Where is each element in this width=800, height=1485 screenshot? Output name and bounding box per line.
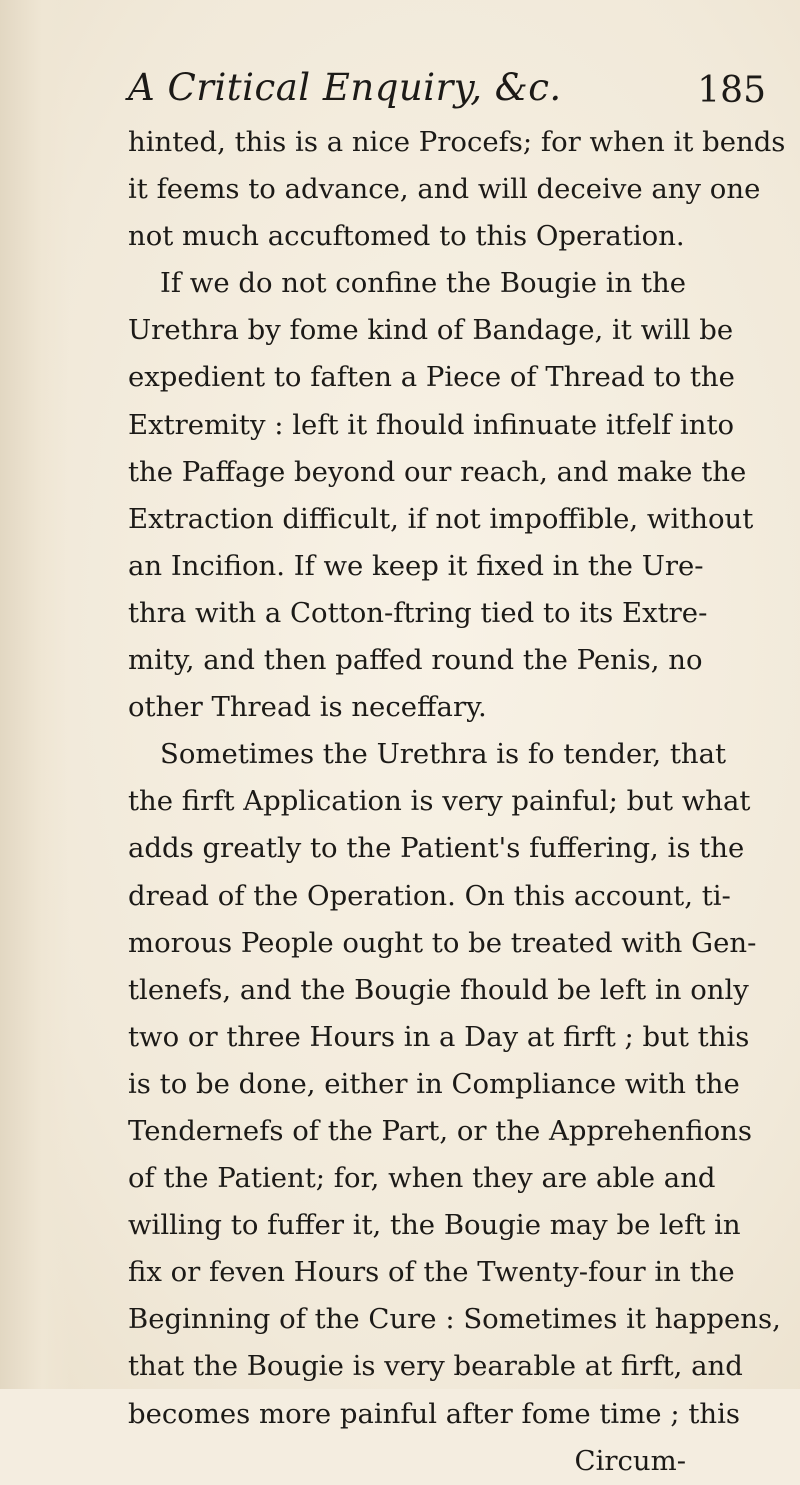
text-line: Sometimes the Urethra is fo tender, that [160, 738, 727, 771]
text-line: two or three Hours in a Day at firft ; but this [128, 1020, 750, 1053]
text-line: other Thread is neceffary. [128, 691, 487, 724]
text-line: expedient to faften a Piece of Thread to the [128, 361, 735, 394]
text-line: thra with a Cotton-ftring tied to its Extre- [128, 596, 708, 629]
text-line: it feems to advance, and will deceive any one [128, 173, 761, 206]
text-line: hinted, this is a nice Procefs; for when it bends [128, 126, 786, 158]
text-line: of the Patient; for, when they are able and [128, 1162, 716, 1195]
text-line: not much accuftomed to this Operation. [128, 220, 685, 253]
text-line: Urethra by fome kind of Bandage, it will be [128, 314, 734, 347]
text-line: Extremity : left it fhould infinuate itfelf into [128, 408, 735, 441]
text-line: tlenefs, and the Bougie fhould be left in only [128, 973, 749, 1006]
text-line: the firft Application is very painful; but what [128, 785, 751, 818]
text-line: that the Bougie is very bearable at firft, and [128, 1350, 743, 1383]
text-line: willing to fuffer it, the Bougie may be left in [128, 1209, 741, 1242]
page-gutter-shadow [0, 0, 70, 1389]
body-text [128, 119, 786, 1485]
text-line: Beginning of the Cure : Sometimes it happens, [128, 1303, 781, 1336]
text-line: an Incifion. If we keep it fixed in the Ure- [128, 549, 704, 582]
text-line: mity, and then paffed round the Penis, no [128, 644, 703, 677]
text-line: the Paffage beyond our reach, and make the [128, 455, 747, 488]
text-line: fix or feven Hours of the Twenty-four in the [128, 1256, 735, 1289]
text-line: Tendernefs of the Part, or the Apprehenfions [128, 1114, 752, 1147]
text-line: morous People ought to be treated with Gen- [128, 926, 757, 959]
running-header [128, 58, 766, 114]
text-line: becomes more painful after fome time ; this [128, 1397, 740, 1430]
running-title: A Critical Enquiry, &c. [128, 66, 562, 109]
text-line: Extraction difficult, if not impoffible, without [128, 502, 754, 535]
text-line: adds greatly to the Patient's fuffering, is the [128, 832, 745, 865]
catchword: Circum- [574, 1444, 686, 1477]
text-line: If we do not confine the Bougie in the [160, 267, 686, 300]
text-line: is to be done, either in Compliance with the [128, 1067, 740, 1100]
page-number: 185 [697, 70, 766, 111]
text-line: dread of the Operation. On this account, ti- [128, 879, 731, 912]
